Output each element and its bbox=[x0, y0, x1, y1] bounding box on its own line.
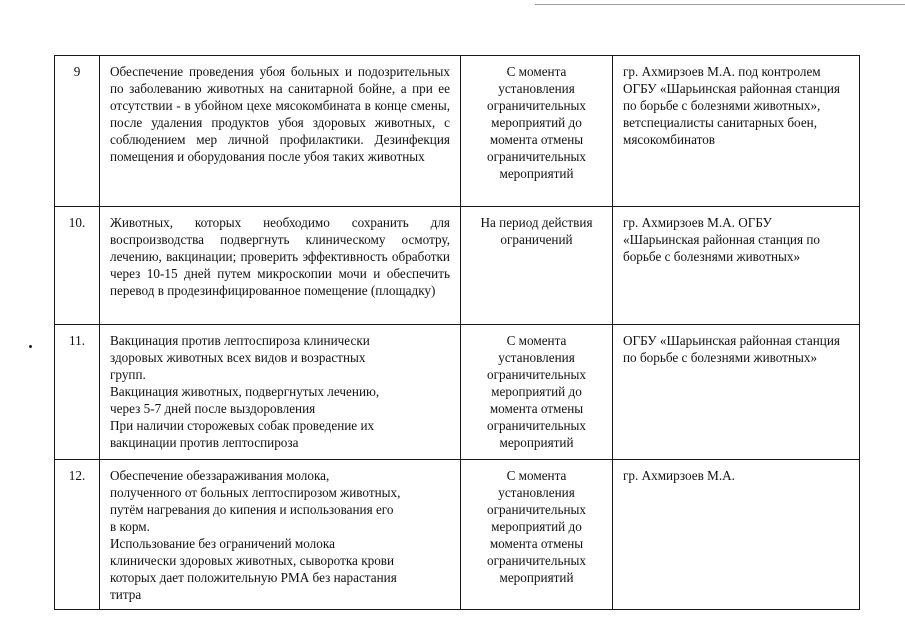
measure-text bbox=[100, 325, 461, 460]
measure-line: через 5-7 дней после выздоровления bbox=[110, 401, 316, 416]
measure-line: здоровых животных всех видов и возрастных bbox=[110, 350, 366, 365]
measure-line: Вакцинация животных, подвергнутых лечению, bbox=[110, 384, 380, 399]
measure-line: клинически здоровых животных, сыворотка крови bbox=[110, 553, 395, 568]
table-row bbox=[55, 325, 860, 460]
responsible-text: гр. Ахмирзоев М.А. ОГБУ «Шарьинская районная станция по борьбе с болезнями животных» bbox=[613, 207, 860, 325]
term-text: С момента установления ограничительных мероприятий до момента отмены ограничительных мероприятий bbox=[461, 325, 613, 460]
measure-line: путём нагревания до кипения и использования его bbox=[110, 502, 394, 517]
table-row bbox=[55, 56, 860, 207]
measure-line: титра bbox=[110, 587, 142, 602]
term-text: С момента установления ограничительных мероприятий до момента отмены ограничительных мероприятий bbox=[461, 460, 613, 610]
measure-line: Использование без ограничений молока bbox=[110, 536, 335, 551]
measure-line: полученного от больных лептоспирозом животных, bbox=[110, 485, 401, 500]
measure-text: Обеспечение проведения убоя больных и подозрительных по заболеванию животных на санитарной бойне, а при ее отсутствии - в убойном цехе мясокомбината в конце смены, после удаления продуктов убоя здоровых животных, с соблюдением мер личной профилактики. Дезинфекция помещения и оборудования после убоя таких животных bbox=[100, 56, 461, 207]
row-number: 10. bbox=[55, 207, 100, 325]
measure-line: При наличии сторожевых собак проведение их bbox=[110, 418, 375, 433]
measure-line: групп. bbox=[110, 367, 146, 382]
measure-line: Обеспечение обеззараживания молока, bbox=[110, 468, 330, 483]
measure-line: вакцинации против лептоспироза bbox=[110, 435, 299, 450]
responsible-text: ОГБУ «Шарьинская районная станция по борьбе с болезнями животных» bbox=[613, 325, 860, 460]
measure-line: которых дает положительную РМА без нарастания bbox=[110, 570, 397, 585]
measure-line: Вакцинация против лептоспироза клинически bbox=[110, 333, 370, 348]
row-number: 9 bbox=[55, 56, 100, 207]
term-text: С момента установления ограничительных мероприятий до момента отмены ограничительных мероприятий bbox=[461, 56, 613, 207]
scan-dot bbox=[29, 345, 32, 348]
table-row bbox=[55, 460, 860, 610]
measure-text: Животных, которых необходимо сохранить для воспроизводства подвергнуть клиническому осмотру, лечению, вакцинации; проверить эффективность обработки через 10-15 дней путем микроскопии мочи и обеспечить перевод в продезинфицированное помещение (площадку) bbox=[100, 207, 461, 325]
page-top-rule bbox=[535, 4, 905, 5]
measures-table bbox=[54, 55, 860, 610]
responsible-text: гр. Ахмирзоев М.А. под контролем ОГБУ «Шарьинская районная станция по борьбе с болезнями животных», ветспециалисты санитарных боен, мясокомбинатов bbox=[613, 56, 860, 207]
measure-text bbox=[100, 460, 461, 610]
table-row bbox=[55, 207, 860, 325]
row-number: 12. bbox=[55, 460, 100, 610]
row-number: 11. bbox=[55, 325, 100, 460]
responsible-text: гр. Ахмирзоев М.А. bbox=[613, 460, 860, 610]
term-text: На период действия ограничений bbox=[461, 207, 613, 325]
measure-line: в корм. bbox=[110, 519, 150, 534]
